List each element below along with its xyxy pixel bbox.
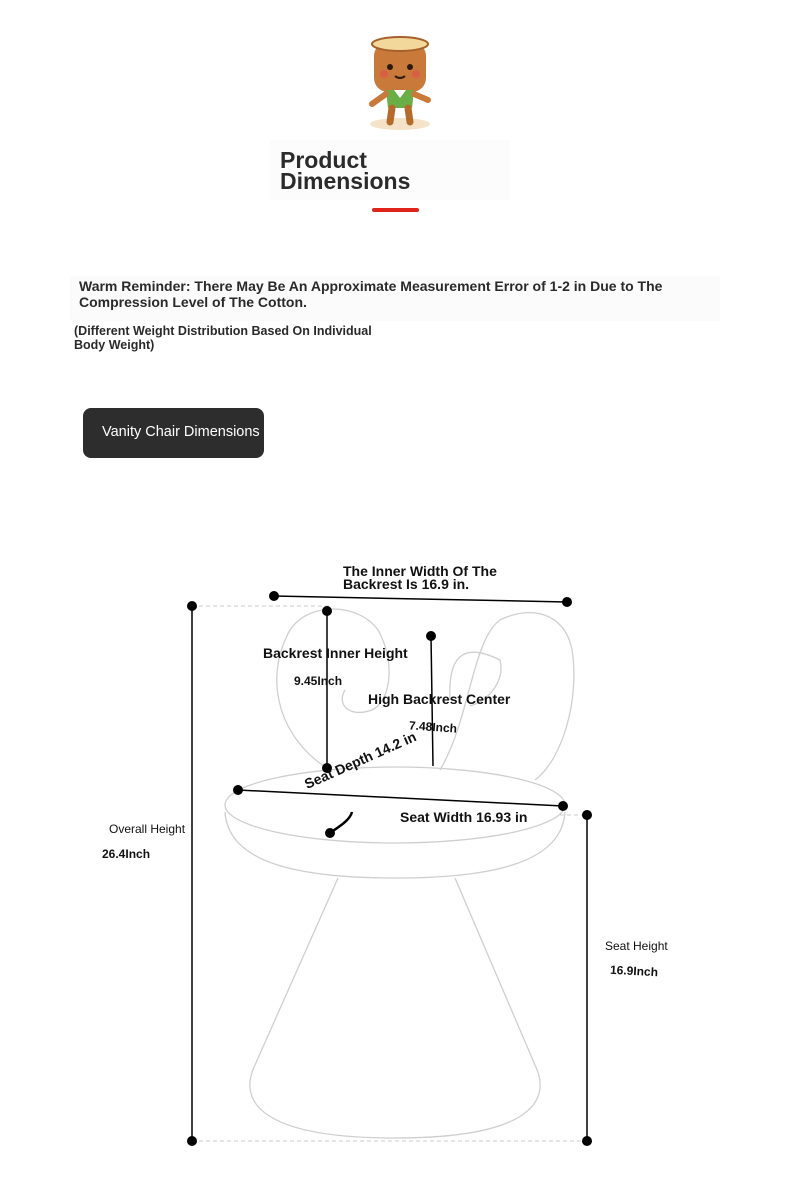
backrest-inner-height-label: Backrest Inner Height <box>263 645 408 661</box>
overall-height-value: 26.4Inch <box>102 847 151 861</box>
high-backrest-center-label: High Backrest Center <box>368 691 511 707</box>
seat-depth-label: Seat Depth 14.2 in <box>301 728 419 792</box>
high-backrest-center-value: 7.48Inch <box>408 718 458 736</box>
warm-reminder-text: Warm Reminder: There May Be An Approximate Measurement Error of 1-2 in Due to The Compression Level of The Cotton. <box>79 278 663 310</box>
chair-outline <box>225 609 574 1138</box>
overall-height-label: Overall Height <box>109 822 186 836</box>
seat-height-value: 16.9Inch <box>609 962 659 980</box>
backrest-inner-width-label: The Inner Width Of The Backrest Is 16.9 in. <box>343 563 497 592</box>
chair-dimension-diagram <box>0 540 790 1202</box>
tree-stump-mascot-icon <box>360 34 440 134</box>
backrest-inner-height-value: 9.45Inch <box>294 674 343 688</box>
page-title: Product Dimensions <box>280 147 411 194</box>
dimension-guides <box>192 606 587 1141</box>
seat-height-label: Seat Height <box>605 939 668 953</box>
vanity-chair-dimensions-badge: Vanity Chair Dimensions <box>83 408 264 458</box>
title-accent-underline <box>372 208 419 212</box>
weight-note-text: (Different Weight Distribution Based On Individual Body Weight) <box>74 324 372 352</box>
seat-width-label: Seat Width 16.93 in <box>400 809 528 825</box>
